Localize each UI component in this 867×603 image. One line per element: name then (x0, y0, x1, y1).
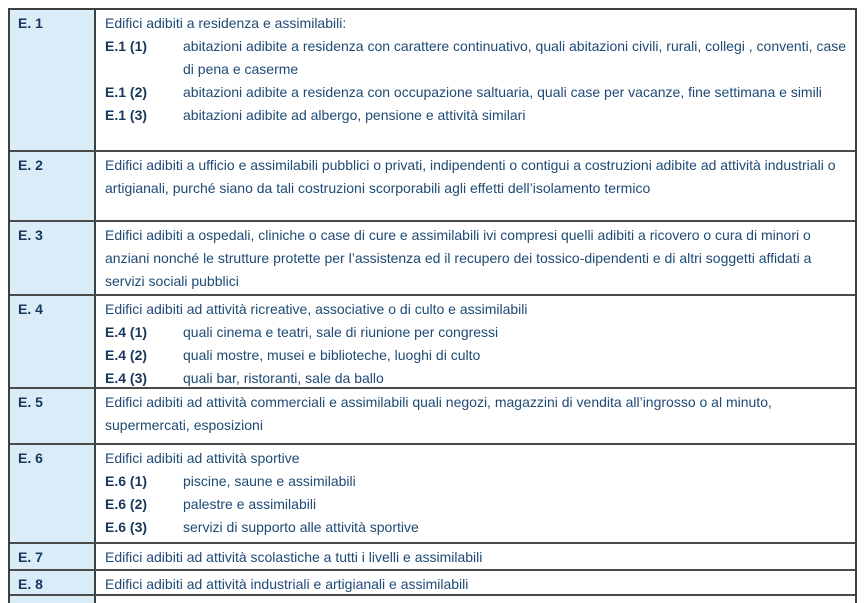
sub-item (105, 516, 847, 539)
sub-item-text: quali cinema e teatri, sale di riunione per congressi (183, 324, 499, 340)
sub-item (105, 470, 847, 493)
sub-item (105, 81, 847, 104)
row-intro-text: Edifici adibiti ad attività industriali e artigianali e assimilabili (105, 576, 469, 592)
table-row-e6 (10, 443, 855, 542)
row-code-e1: E. 1 (10, 10, 96, 150)
sub-item-text: quali bar, ristoranti, sale da ballo (183, 370, 384, 386)
building-classification-table (8, 8, 857, 603)
row-description-e1 (96, 10, 855, 150)
sub-item-text: abitazioni adibite ad albergo, pensione e attività similari (183, 107, 526, 123)
sub-item (105, 493, 847, 516)
sub-item-text: quali mostre, musei e biblioteche, luoghi di culto (183, 347, 481, 363)
row-code-e5: E. 5 (10, 389, 96, 443)
row-intro-text: Edifici adibiti a ufficio e assimilabili pubblici o privati, indipendenti o contigui a costruzioni adibite ad attività industriali o artigianali, purché siano da tali costruzioni scorporabili agli effetti dell’isolamento termico (105, 157, 836, 196)
table-row-e8 (10, 569, 855, 594)
row-intro-text: Edifici adibiti ad attività commerciali e assimilabili quali negozi, magazzini di vendita all’ingrosso o al minuto, supermercati, esposizioni (105, 394, 772, 433)
sub-item (105, 321, 847, 344)
sub-item-label: E.6 (2) (105, 496, 148, 512)
row-description-e6 (96, 445, 855, 542)
table-row-e4 (10, 294, 855, 387)
sub-item-label: E.4 (1) (105, 324, 148, 340)
row-code-e7: E. 7 (10, 544, 96, 569)
row-intro-text: Edifici adibiti a ospedali, cliniche o case di cure e assimilabili ivi compresi quelli adibiti a ricovero o cura di minori o anziani nonché le strutture protette per l’assistenza ed il recupero dei tossico-dipendenti e di altri soggetti affidati a servizi sociali pubblici (105, 227, 812, 289)
row-code-e3: E. 3 (10, 222, 96, 294)
sub-item-label: E.4 (3) (105, 370, 148, 386)
row-description-e7 (96, 544, 855, 569)
sub-item-label: E.1 (2) (105, 84, 148, 100)
sub-item-text: servizi di supporto alle attività sportive (183, 519, 419, 535)
row-code-e6: E. 6 (10, 445, 96, 542)
sub-item-text: piscine, saune e assimilabili (183, 473, 356, 489)
row-code-cutoff (10, 596, 96, 603)
sub-item-text: abitazioni adibite a residenza con occupazione saltuaria, quali case per vacanze, fine settimana e simili (183, 84, 822, 100)
row-description-e4 (96, 296, 855, 387)
sub-item-label: E.6 (1) (105, 473, 148, 489)
sub-item-label: E.6 (3) (105, 519, 148, 535)
sub-item-text: palestre e assimilabili (183, 496, 317, 512)
table-row-e2 (10, 150, 855, 220)
row-description-e3 (96, 222, 855, 294)
table-row-e1 (10, 10, 855, 150)
row-description-e5 (96, 389, 855, 443)
table-row-e3 (10, 220, 855, 294)
row-description-cutoff (96, 596, 855, 603)
row-intro-text: Edifici adibiti ad attività sportive (105, 450, 300, 466)
sub-item (105, 104, 847, 127)
sub-item (105, 367, 847, 387)
row-description-e8 (96, 571, 855, 594)
row-intro-text: Edifici adibiti a residenza e assimilabili: (105, 15, 347, 31)
sub-item (105, 35, 847, 81)
sub-item-label: E.4 (2) (105, 347, 148, 363)
table-row-e7 (10, 542, 855, 569)
sub-item-label: E.1 (1) (105, 38, 148, 54)
sub-item-text: abitazioni adibite a residenza con carattere continuativo, quali abitazioni civili, rurali, collegi , conventi, case di pena e caserme (183, 38, 847, 77)
row-intro-text: Edifici adibiti ad attività ricreative, associative o di culto e assimilabili (105, 301, 528, 317)
sub-item (105, 344, 847, 367)
table-row-e5 (10, 387, 855, 443)
row-description-e2 (96, 152, 855, 220)
row-code-e8: E. 8 (10, 571, 96, 594)
sub-item-label: E.1 (3) (105, 107, 148, 123)
row-intro-text: Edifici adibiti ad attività scolastiche a tutti i livelli e assimilabili (105, 549, 483, 565)
row-code-e4: E. 4 (10, 296, 96, 387)
row-code-e2: E. 2 (10, 152, 96, 220)
